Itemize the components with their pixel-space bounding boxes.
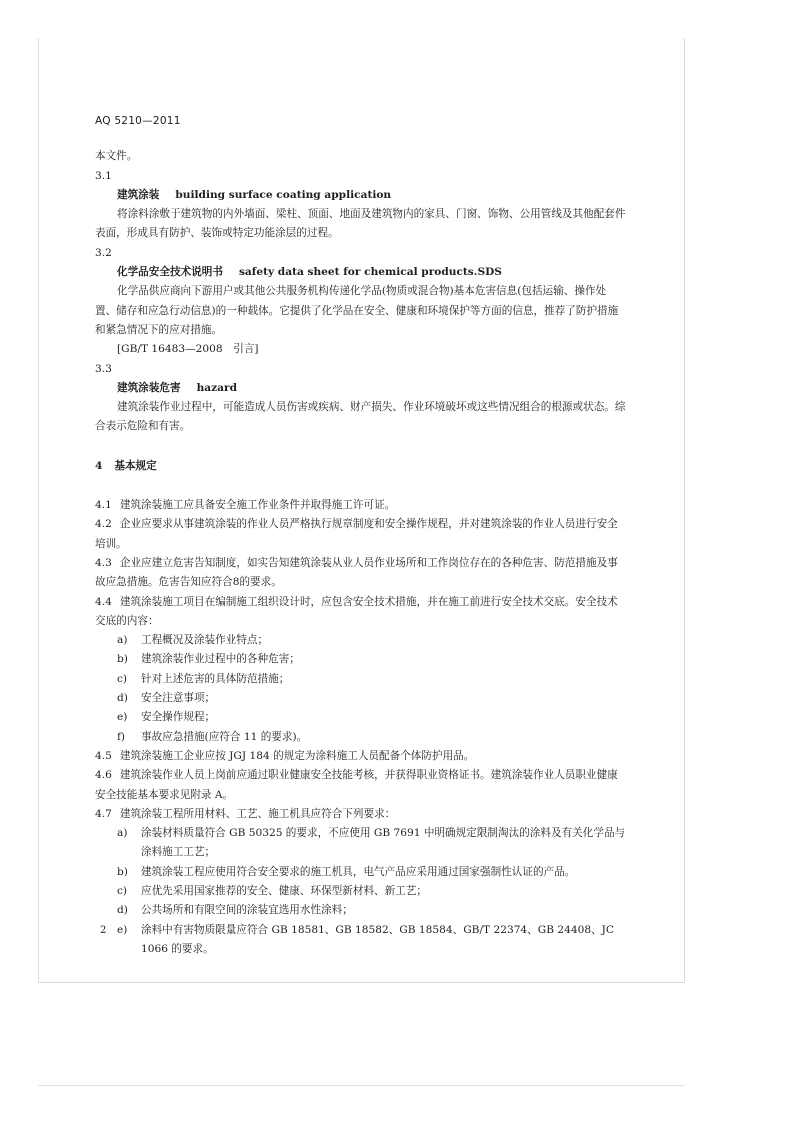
section-number: 4 — [95, 459, 103, 472]
list-item — [95, 863, 627, 882]
term-cn: 建筑涂装危害 — [117, 381, 181, 394]
list-text: 公共场所和有限空间的涂装宜选用水性涂料； — [141, 904, 353, 917]
clause-text: 建筑涂装施工项目在编制施工组织设计时，应包含安全技术措施，并在施工前进行安全技术交底。安全技术交底的内容： — [95, 595, 618, 627]
list-item — [95, 921, 627, 960]
list-marker: c) — [117, 884, 128, 897]
document-page — [95, 112, 627, 959]
term-number-3-1: 3.1 — [95, 169, 112, 182]
list-text: 安全操作规程； — [141, 711, 216, 724]
clause-4-1 — [95, 496, 627, 515]
list-item — [95, 901, 627, 920]
page-border-right — [684, 38, 685, 983]
list-marker: b) — [117, 653, 128, 666]
list-marker: b) — [117, 865, 128, 878]
term-3-3 — [95, 379, 627, 398]
list-text: 事故应急措施(应符合 11 的要求)。 — [141, 730, 308, 743]
list-marker: a) — [117, 827, 128, 840]
definition-3-2: 化学品供应商向下游用户或其他公共服务机构传递化学品(物质或混合物)基本危害信息(包括运输、操作处置、储存和应急行动信息)的一种载体。它提供了化学品在安全、健康和环境保护等方面的信息，推荐了防护措施和紧急情况下的应对措施。 — [95, 285, 619, 336]
footer-divider — [38, 1085, 685, 1086]
list-item — [95, 650, 627, 669]
list-text: 建筑涂装作业过程中的各种危害； — [141, 653, 300, 666]
section-heading-4 — [95, 457, 627, 476]
list-item — [95, 670, 627, 689]
clause-4-2 — [95, 515, 627, 554]
term-number-3-2: 3.2 — [95, 246, 112, 259]
page-number: 2 — [100, 925, 107, 936]
continued-text: 本文件。 — [95, 150, 138, 163]
list-text: 涂料中有害物质限量应符合 GB 18581、GB 18582、GB 18584、GB/T 22374、GB 24408、JC 1066 的要求。 — [141, 923, 615, 955]
clause-number: 4.6 — [95, 769, 112, 782]
list-text: 针对上述危害的具体防范措施； — [141, 672, 290, 685]
list-item — [95, 708, 627, 727]
list-item — [95, 689, 627, 708]
list-item — [95, 882, 627, 901]
list-marker: d) — [117, 692, 128, 705]
list-marker: e) — [117, 711, 128, 724]
list-text: 应优先采用国家推荐的安全、健康、环保型新材料、新工艺； — [141, 884, 428, 897]
clause-4-6 — [95, 766, 627, 805]
clause-text: 企业应建立危害告知制度，如实告知建筑涂装从业人员作业场所和工作岗位存在的各种危害、防范措施及事故应急措施。危害告知应符合8的要求。 — [95, 556, 618, 589]
list-text: 安全注意事项； — [141, 692, 216, 705]
list-marker: c) — [117, 672, 128, 685]
list-marker: d) — [117, 904, 128, 917]
definition-3-1: 将涂料涂敷于建筑物的内外墙面、梁柱、顶面、地面及建筑物内的家具、门窗、饰物、公用管线及其他配套件表面，形成具有防护、装饰或特定功能涂层的过程。 — [95, 208, 626, 240]
page-border-bottom — [38, 982, 685, 983]
clause-4-5 — [95, 747, 627, 766]
reference-3-2: [GB/T 16483—2008 引言] — [117, 343, 259, 356]
clause-number: 4.3 — [95, 556, 112, 569]
clause-text: 建筑涂装施工应具备安全施工作业条件并取得施工许可证。 — [119, 499, 396, 512]
clause-number: 4.2 — [95, 518, 112, 531]
standard-number-header: AQ 5210—2011 — [95, 115, 181, 127]
clause-text: 建筑涂装施工企业应按 JGJ 184 的规定为涂料施工人员配备个体防护用品。 — [119, 749, 475, 762]
list-text: 涂装材料质量符合 GB 50325 的要求，不应使用 GB 7691 中明确规定限制淘汰的涂料及有关化学品与涂料施工工艺； — [141, 827, 626, 859]
clause-text: 企业应要求从事建筑涂装的作业人员严格执行规章制度和安全操作规程，并对建筑涂装的作业人员进行安全培训。 — [95, 518, 618, 550]
list-text: 工程概况及涂装作业特点； — [141, 634, 269, 647]
definition-3-3: 建筑涂装作业过程中，可能造成人员伤害或疾病、财产损失、作业环境破坏或这些情况组合的根源或状态。综合表示危险和有害。 — [95, 401, 626, 433]
term-cn: 化学品安全技术说明书 — [117, 266, 223, 279]
list-marker: a) — [117, 634, 128, 647]
section-title: 基本规定 — [114, 459, 157, 472]
clause-number: 4.1 — [95, 499, 112, 512]
term-en: safety data sheet for chemical products.SDS — [238, 266, 502, 279]
clause-text: 建筑涂装工程所用材料、工艺、施工机具应符合下列要求： — [119, 807, 396, 820]
term-3-2 — [95, 263, 627, 282]
page-border-left — [38, 38, 39, 983]
term-3-1 — [95, 186, 627, 205]
clause-4-7 — [95, 805, 627, 824]
term-en: building surface coating application — [175, 188, 392, 201]
list-item — [95, 824, 627, 863]
list-item — [95, 631, 627, 650]
term-cn: 建筑涂装 — [117, 188, 160, 201]
clause-number: 4.4 — [95, 595, 112, 608]
list-text: 建筑涂装工程应使用符合安全要求的施工机具，电气产品应采用通过国家强制性认证的产品。 — [141, 865, 576, 878]
clause-text: 建筑涂装作业人员上岗前应通过职业健康安全技能考核，并获得职业资格证书。建筑涂装作业人员职业健康安全技能基本要求见附录 A。 — [95, 769, 618, 801]
clause-4-4 — [95, 593, 627, 632]
list-item — [95, 728, 627, 747]
clause-number: 4.5 — [95, 749, 112, 762]
list-marker: e) — [117, 923, 128, 936]
list-marker: f) — [117, 730, 126, 743]
term-en: hazard — [196, 381, 237, 394]
clause-4-3 — [95, 554, 627, 593]
clause-number: 4.7 — [95, 807, 112, 820]
term-number-3-3: 3.3 — [95, 362, 112, 375]
